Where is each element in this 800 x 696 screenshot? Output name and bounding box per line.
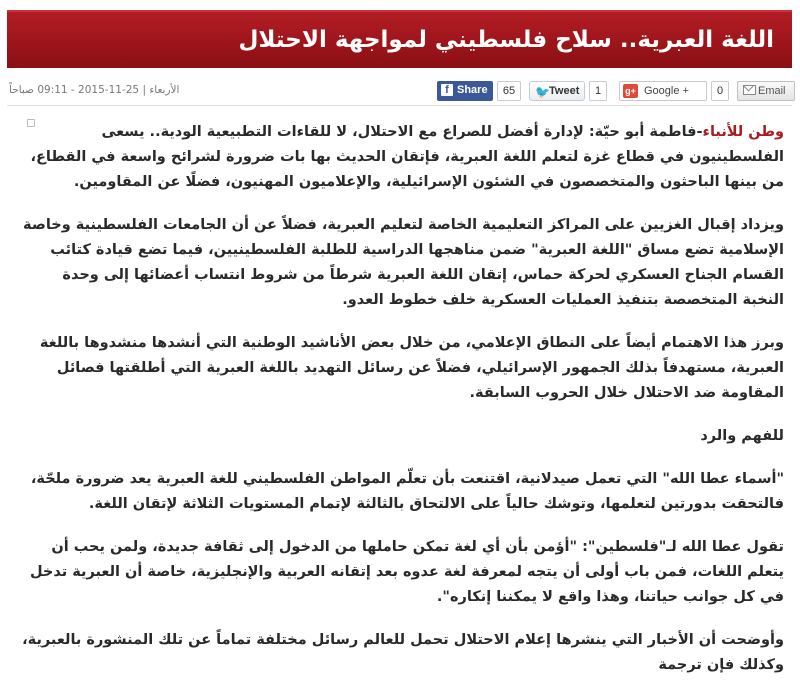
tweet-button[interactable] (529, 81, 585, 101)
article-subheading: للفهم والرد (700, 428, 784, 444)
article-date: الأربعاء | 25-11-2015 - 09:11 صباحاً (9, 84, 180, 96)
article-paragraph: وأوضحت أن الأخبار التي ينشرها إعلام الاحتلال تحمل للعالم رسائل مختلفة تماماً عن تلك المنشورة بالعبرية، وكذلك فإن ترجمة (22, 632, 784, 673)
google-plus-count: 0 (711, 81, 729, 101)
email-button[interactable] (737, 81, 795, 101)
tweet-label: Tweet (549, 85, 580, 97)
facebook-share-count: 65 (497, 81, 521, 101)
facebook-share-button[interactable] (437, 81, 493, 101)
google-plus-label: Google + (644, 85, 689, 97)
article-paragraph: وطن للأنباء-فاطمة أبو حيّة: لإدارة أفضل للصراع مع الاحتلال، لا للقاءات التطبيعية الودية.. يسعى الفلسطينيون في قطاع غزة لتعلم اللغة العبرية، فإتقان الحديث بها بات ضرورة لشرائح واسعة في القطاع، من بينها الباحثون والمتخصصون في الشئون الإسرائيلية، والإعلاميون المهنيون، فضلًا عن المقاومين. (30, 124, 784, 190)
article-body (20, 120, 784, 696)
news-agency-label: وطن للأنباء (702, 124, 784, 140)
article-paragraph: ويزداد إقبال الغزيين على المراكز التعليمية الخاصة لتعليم العبرية، فضلاً عن أن الجامعات الفلسطينية وخاصة الإسلامية تضع مساق "اللغة العبرية" ضمن مناهجها الدراسية للطلبة الفلسطينيين، فيما تضع قيادة كتائب القسام الجناح العسكري لحركة حماس، إتقان اللغة العبرية شرطاً من شروط انتساب أعضائها إلى وحدة النخبة المتخصصة بتنفيذ العمليات العسكرية خلف خطوط العدو. (23, 217, 784, 308)
envelope-icon (743, 85, 756, 95)
google-plus-button[interactable] (619, 81, 707, 101)
email-label: Email (758, 85, 786, 97)
title-bar (7, 10, 792, 68)
twitter-bird-icon: 🐦 (535, 85, 550, 99)
facebook-share-label: Share (457, 84, 488, 96)
meta-row (7, 79, 792, 106)
tweet-count: 1 (589, 81, 607, 101)
article-paragraph: "أسماء عطا الله" التي تعمل صيدلانية، اقتنعت بأن تعلّم المواطن الفلسطيني للغة العبرية يعد ضرورة ملحّة، فالتحقت بدورتين لتعلمها، وتوشك حالياً على الالتحاق بالثالثة لإتمام المستويات الثلاثة لإتقان اللغة. (30, 471, 784, 512)
article-title: اللغة العبرية.. سلاح فلسطيني لمواجهة الاحتلال (238, 27, 774, 53)
article-paragraph: تقول عطا الله لـ"فلسطين": "أؤمن بأن أي لغة تمكن حاملها من الدخول إلى ثقافة جديدة، ولمن يحب أن يتعلم اللغات، فمن باب أولى أن يتجه لمعرفة لغة عدوه بعد إتقانه العربية والإنجليزية، خاصة أن العبرية تدخل في كل جوانب حياتنا، وهذا واقع لا يمكننا إنكاره". (29, 539, 784, 605)
facebook-icon: f (441, 84, 453, 96)
google-plus-icon: g+ (623, 84, 638, 98)
article-paragraph: وبرز هذا الاهتمام أيضاً على النطاق الإعلامي، من خلال بعض الأناشيد الوطنية التي أنشدها منشدوها باللغة العبرية، مستهدفاً بذلك الجمهور الإسرائيلي، فضلاً عن رسائل التهديد باللغة العبرية التي أطلقتها فصائل المقاومة ضد الاحتلال خلال الحروب السابقة. (39, 335, 784, 401)
